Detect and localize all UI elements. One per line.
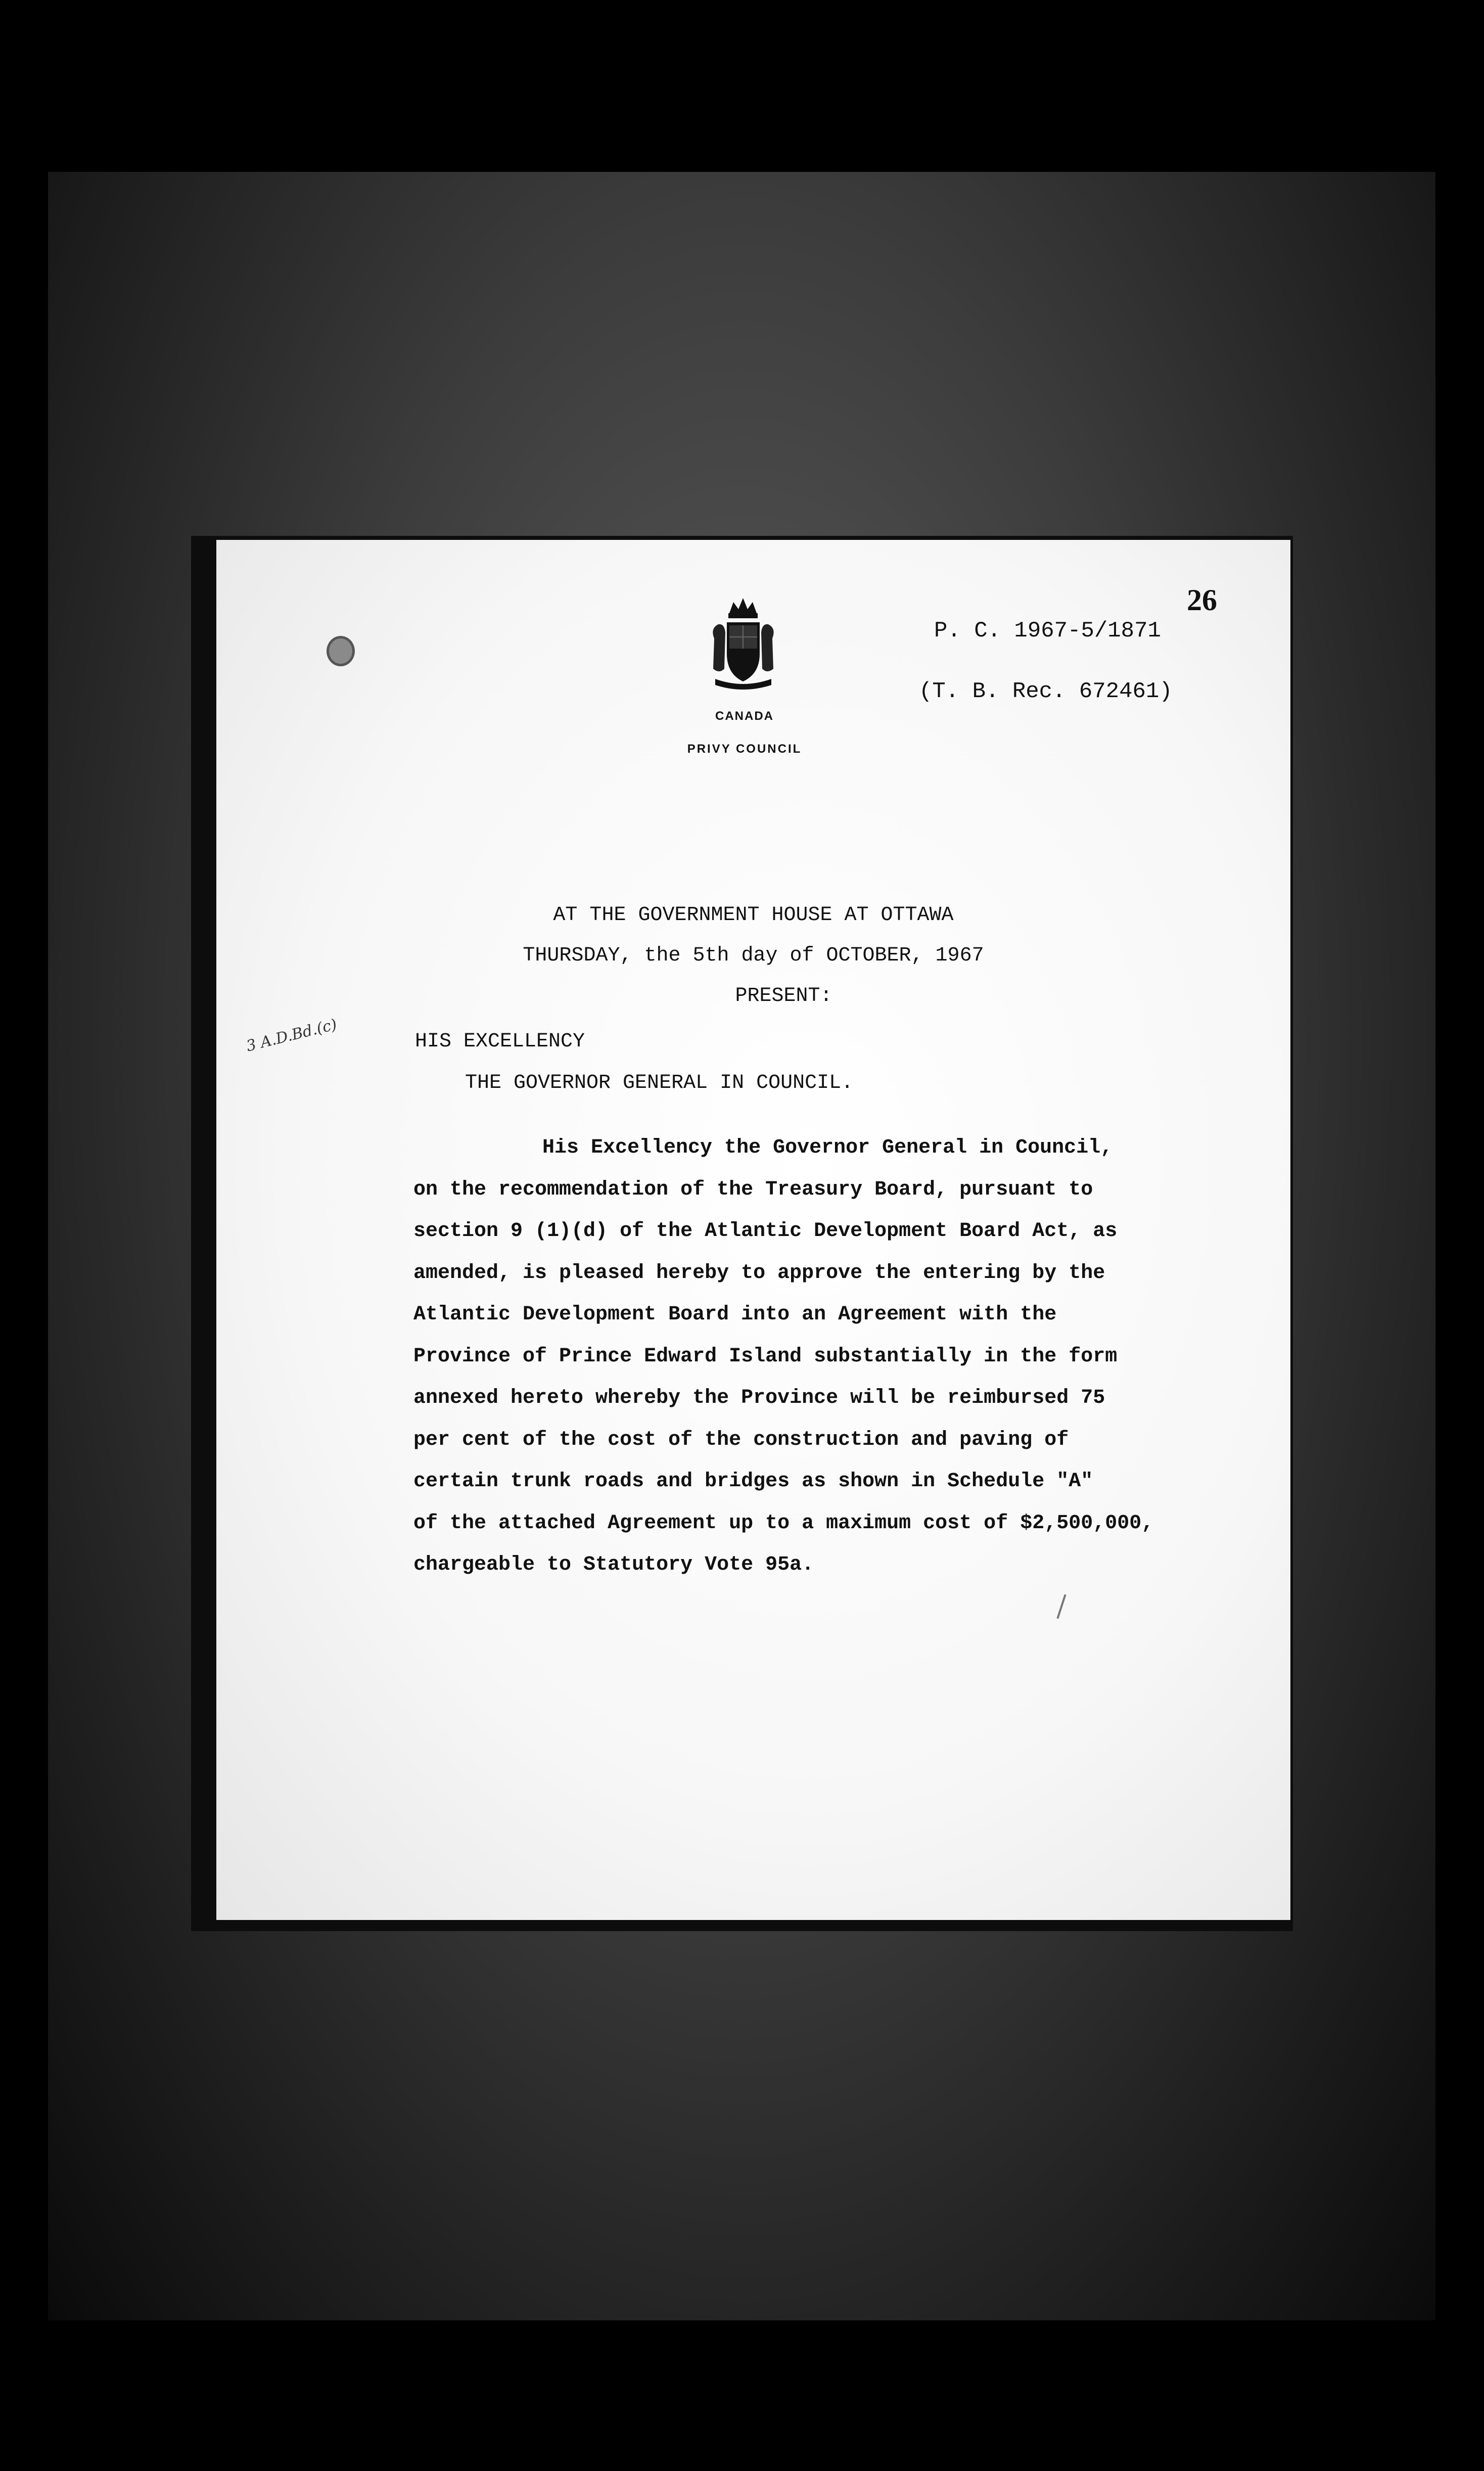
document-page xyxy=(216,540,1290,1920)
pencil-tick-mark xyxy=(1056,1594,1066,1619)
body-line: annexed hereto whereby the Province will be reimbursed 75 xyxy=(413,1387,1105,1409)
body-line: certain trunk roads and bridges as shown in Schedule "A" xyxy=(413,1470,1093,1493)
crest-label-privy-council: PRIVY COUNCIL xyxy=(687,742,802,756)
addressee-line-1: HIS EXCELLENCY xyxy=(415,1030,585,1053)
body-line: Atlantic Development Board into an Agreement with the xyxy=(413,1303,1057,1326)
body-line: chargeable to Statutory Vote 95a. xyxy=(413,1553,814,1576)
order-body xyxy=(413,1127,1273,1586)
heading-place: AT THE GOVERNMENT HOUSE AT OTTAWA xyxy=(553,904,954,927)
page-number: 26 xyxy=(1187,583,1217,617)
crest-label-canada: CANADA xyxy=(715,709,774,723)
body-line: Province of Prince Edward Island substantially in the form xyxy=(413,1345,1118,1368)
addressee-line-2: THE GOVERNOR GENERAL IN COUNCIL. xyxy=(465,1072,854,1094)
body-line: of the attached Agreement up to a maximum cost of $2,500,000, xyxy=(413,1512,1154,1535)
handwritten-margin-note: 3 A.D.Bd.(c) xyxy=(244,1016,339,1056)
body-line: on the recommendation of the Treasury Board, pursuant to xyxy=(413,1178,1093,1201)
body-line: His Excellency the Governor General in Council, xyxy=(542,1136,1113,1159)
treasury-board-reference: (T. B. Rec. 672461) xyxy=(919,679,1173,704)
pc-number: P. C. 1967-5/1871 xyxy=(934,618,1161,644)
body-line: amended, is pleased hereby to approve the entering by the xyxy=(413,1261,1105,1285)
punch-hole xyxy=(327,636,355,666)
body-line: per cent of the cost of the construction and paving of xyxy=(413,1428,1069,1451)
body-line: section 9 (1)(d) of the Atlantic Development Board Act, as xyxy=(413,1220,1118,1243)
heading-date: THURSDAY, the 5th day of OCTOBER, 1967 xyxy=(523,944,984,967)
canada-coat-of-arms-icon xyxy=(709,593,777,694)
heading-present: PRESENT: xyxy=(735,985,832,1008)
